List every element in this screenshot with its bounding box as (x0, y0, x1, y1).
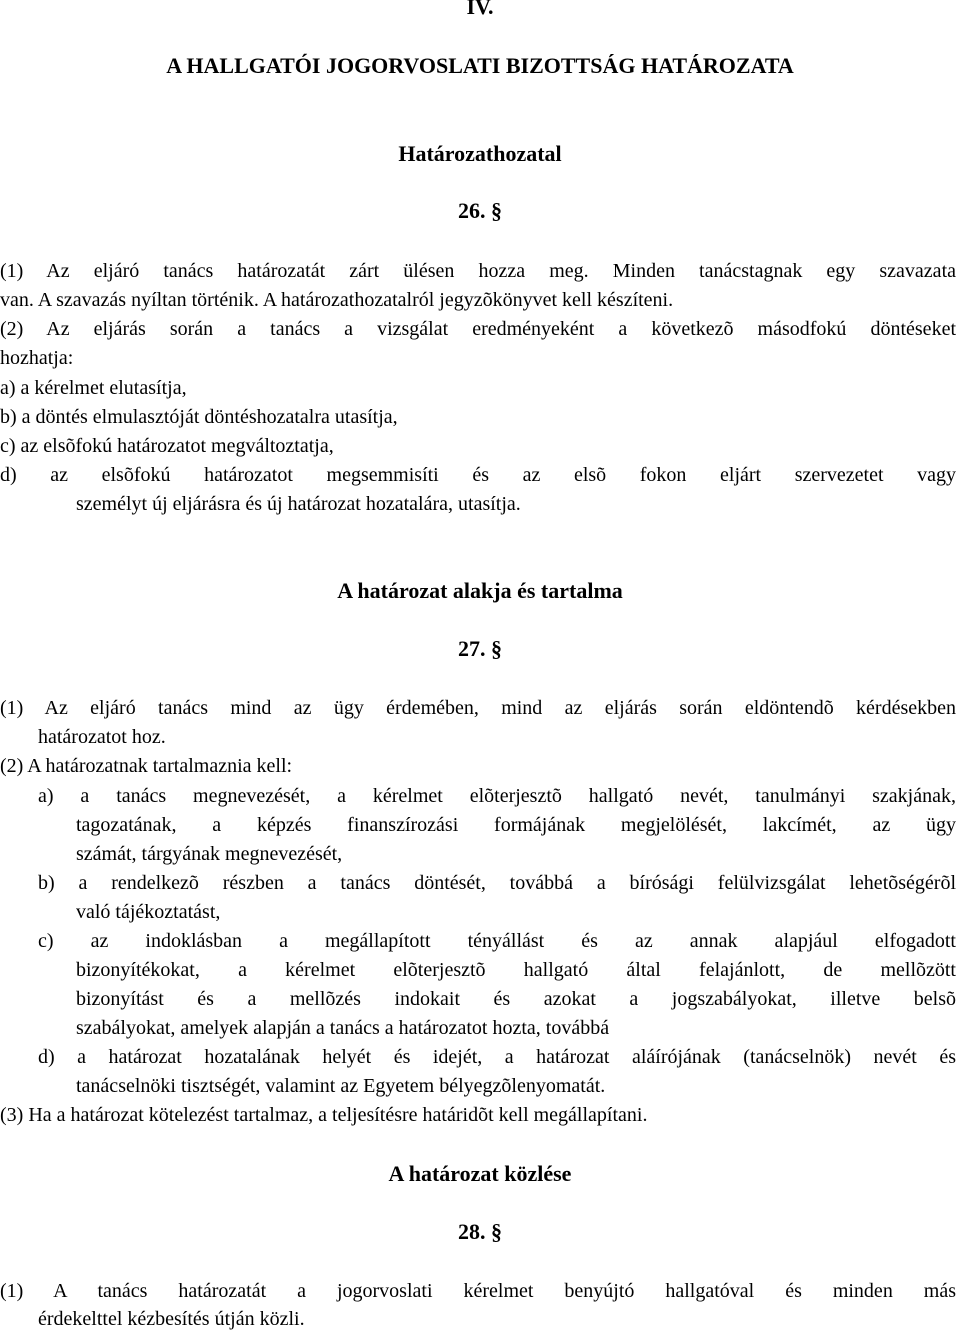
list-item-continuation: tagozatának, a képzés finanszírozási formájának megjelölését, lakcímét, az ügy (76, 814, 956, 836)
list-item: c) az indoklásban a megállapított tényállást és az annak alapjául elfogadott (38, 930, 956, 952)
section-number: 28. § (458, 1219, 502, 1244)
paragraph-line: hozhatja: (0, 347, 74, 369)
paragraph-line: (1) Az eljáró tanács mind az ügy érdemében, mind az eljárás során eldöntendõ kérdésekben (0, 697, 956, 719)
paragraph-line: (1) A tanács határozatát a jogorvoslati kérelmet benyújtó hallgatóval és minden más (0, 1280, 956, 1302)
list-item: d) a határozat hozatalának helyét és idejét, a határozat aláírójának (tanácselnök) nevét és (38, 1046, 956, 1068)
section-number: 26. § (458, 198, 502, 223)
paragraph-line: érdekelttel kézbesítés útján közli. (38, 1308, 305, 1330)
paragraph-line: (3) Ha a határozat kötelezést tartalmaz, a teljesítésre határidõt kell megállapítani. (0, 1104, 648, 1126)
list-item-continuation: bizonyítást és a mellõzés indokait és azokat a jogszabályokat, illetve belsõ (76, 988, 956, 1010)
paragraph-line: (2) Az eljárás során a tanács a vizsgálat eredményeként a következõ másodfokú döntéseket (0, 318, 956, 340)
paragraph-line: van. A szavazás nyíltan történik. A határozathozatalról jegyzõkönyvet kell készíteni. (0, 289, 674, 311)
list-item-continuation: szabályokat, amelyek alapján a tanács a határozatot hozta, továbbá (76, 1017, 610, 1039)
section-heading: Határozathozatal (398, 141, 562, 166)
paragraph-line: (1) Az eljáró tanács határozatát zárt ülésen hozza meg. Minden tanácstagnak egy szavazata (0, 260, 956, 282)
paragraph-line: határozatot hoz. (38, 726, 166, 748)
list-item-continuation: számát, tárgyának megnevezését, (76, 843, 343, 865)
section-heading: A határozat közlése (388, 1161, 572, 1186)
list-item: c) az elsõfokú határozatot megváltoztatja, (0, 435, 334, 457)
section-heading: A határozat alakja és tartalma (337, 578, 623, 603)
paragraph-line: (2) A határozatnak tartalmaznia kell: (0, 755, 293, 777)
list-item: a) a kérelmet elutasítja, (0, 377, 187, 399)
list-item-continuation: bizonyítékokat, a kérelmet elõterjesztõ hallgató által felajánlott, de mellõzött (76, 959, 956, 981)
list-item: b) a rendelkezõ részben a tanács döntését, továbbá a bírósági felülvizsgálat lehetõségérõl (38, 872, 956, 894)
section-number: 27. § (458, 636, 502, 661)
list-item-continuation: személyt új eljárásra és új határozat hozatalára, utasítja. (76, 493, 521, 515)
list-item: d) az elsõfokú határozatot megsemmisíti és az elsõ fokon eljárt szervezetet vagy (0, 464, 956, 486)
list-item: b) a döntés elmulasztóját döntéshozatalra utasítja, (0, 406, 398, 428)
list-item-continuation: való tájékoztatást, (76, 901, 221, 923)
part-number: IV. (466, 0, 494, 19)
list-item-continuation: tanácselnöki tisztségét, valamint az Egyetem bélyegzõlenyomatát. (76, 1075, 606, 1097)
document-title: A HALLGATÓI JOGORVOSLATI BIZOTTSÁG HATÁROZATA (166, 53, 794, 78)
list-item: a) a tanács megnevezését, a kérelmet elõterjesztõ hallgató nevét, tanulmányi szakjának, (38, 785, 956, 807)
